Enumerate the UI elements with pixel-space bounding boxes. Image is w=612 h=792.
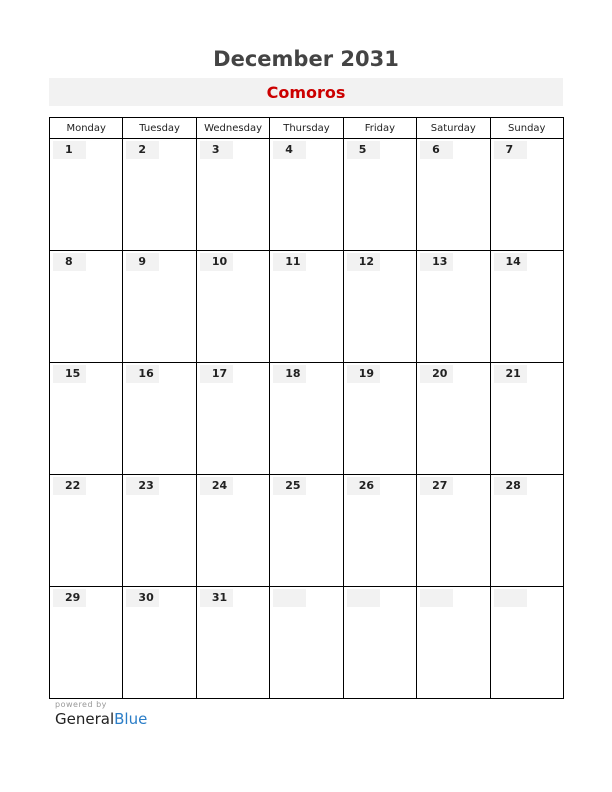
weekday-tuesday: Tuesday [123, 118, 196, 139]
day-number: 26 [347, 477, 380, 495]
day-number: 8 [53, 253, 86, 271]
week-row-1 [50, 139, 564, 251]
day-number: 2 [126, 141, 159, 159]
day-cell [417, 475, 490, 587]
day-number: 30 [126, 589, 159, 607]
day-number: 4 [273, 141, 306, 159]
day-cell [196, 251, 269, 363]
day-number [347, 589, 380, 607]
day-cell [270, 363, 343, 475]
day-number: 5 [347, 141, 380, 159]
day-cell [123, 587, 196, 699]
country-name: Comoros [266, 82, 346, 102]
day-number: 25 [273, 477, 306, 495]
day-cell [50, 139, 123, 251]
day-cell [196, 363, 269, 475]
day-number: 6 [420, 141, 453, 159]
day-number: 23 [126, 477, 159, 495]
day-cell [50, 475, 123, 587]
day-number: 21 [494, 365, 527, 383]
day-number: 28 [494, 477, 527, 495]
day-cell [196, 587, 269, 699]
day-cell [123, 475, 196, 587]
day-number: 31 [200, 589, 233, 607]
day-cell [50, 587, 123, 699]
brand-text-general: General [55, 710, 115, 728]
day-number: 19 [347, 365, 380, 383]
week-row-2 [50, 251, 564, 363]
day-number: 16 [126, 365, 159, 383]
day-cell [343, 475, 416, 587]
day-cell [123, 363, 196, 475]
week-row-4 [50, 475, 564, 587]
day-cell [490, 475, 563, 587]
day-number: 29 [53, 589, 86, 607]
day-cell [123, 251, 196, 363]
day-number: 7 [494, 141, 527, 159]
day-number: 12 [347, 253, 380, 271]
week-row-3 [50, 363, 564, 475]
day-cell [196, 475, 269, 587]
day-cell [270, 587, 343, 699]
day-cell [490, 251, 563, 363]
day-cell [343, 587, 416, 699]
weekday-header-row [50, 118, 564, 139]
day-number: 22 [53, 477, 86, 495]
day-cell [270, 475, 343, 587]
page-title: December 2031 [213, 47, 399, 71]
weekday-sunday: Sunday [490, 118, 563, 139]
weekday-thursday: Thursday [270, 118, 343, 139]
calendar-grid [49, 117, 564, 699]
day-cell [123, 139, 196, 251]
day-cell [490, 139, 563, 251]
day-cell [50, 363, 123, 475]
day-cell [270, 139, 343, 251]
day-cell [490, 587, 563, 699]
day-number: 9 [126, 253, 159, 271]
footer-branding [55, 700, 147, 728]
day-number: 3 [200, 141, 233, 159]
day-number: 13 [420, 253, 453, 271]
day-cell [270, 251, 343, 363]
day-number: 11 [273, 253, 306, 271]
weekday-wednesday: Wednesday [196, 118, 269, 139]
day-number: 10 [200, 253, 233, 271]
day-cell [490, 363, 563, 475]
day-number: 15 [53, 365, 86, 383]
day-cell [417, 587, 490, 699]
day-number: 24 [200, 477, 233, 495]
day-cell [343, 363, 416, 475]
day-number: 14 [494, 253, 527, 271]
day-cell [196, 139, 269, 251]
day-number [420, 589, 453, 607]
day-number: 20 [420, 365, 453, 383]
day-number: 18 [273, 365, 306, 383]
day-cell [50, 251, 123, 363]
day-number: 27 [420, 477, 453, 495]
day-cell [417, 251, 490, 363]
brand-text-blue: Blue [114, 710, 148, 728]
day-cell [343, 251, 416, 363]
day-cell [417, 363, 490, 475]
brand-logo[interactable] [55, 710, 147, 728]
week-row-5 [50, 587, 564, 699]
powered-by-label: powered by [55, 700, 107, 709]
day-number: 17 [200, 365, 233, 383]
weekday-saturday: Saturday [417, 118, 490, 139]
weekday-monday: Monday [50, 118, 123, 139]
day-number: 1 [53, 141, 86, 159]
weekday-friday: Friday [343, 118, 416, 139]
day-number [494, 589, 527, 607]
country-banner [49, 78, 563, 106]
day-cell [343, 139, 416, 251]
day-number [273, 589, 306, 607]
day-cell [417, 139, 490, 251]
